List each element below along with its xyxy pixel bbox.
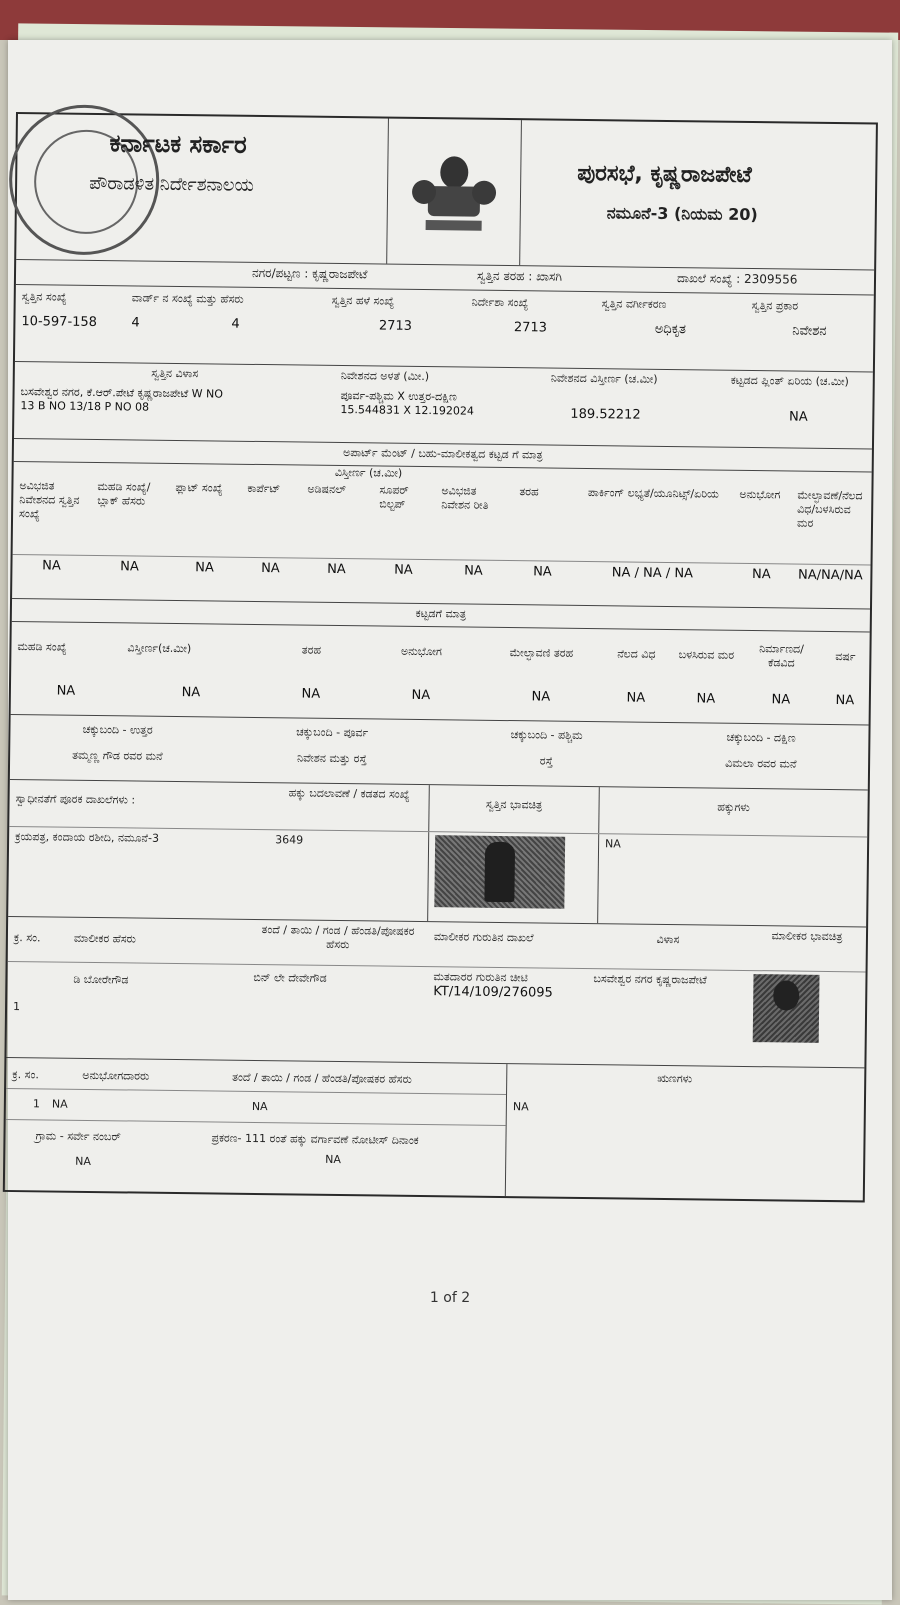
- owner-id-value: [426, 967, 587, 1064]
- plinth-header: ಕಟ್ಟಡದ ಪ್ಲಿಂತ್ ಏರಿಯ (ಚ.ಮೀ): [730, 373, 849, 389]
- dimension-measure: 15.544831 X 12.192024: [340, 402, 474, 418]
- apt-header-carpet: ಕಾರ್ಪೆಟ್: [247, 481, 281, 496]
- bld-value-year: NA: [835, 693, 855, 709]
- occupant-section: [5, 1058, 865, 1200]
- apt-value-flat-no: NA: [195, 560, 214, 576]
- form-3-certificate: [3, 112, 878, 1202]
- boundary-south-header: ಚಕ್ಕುಬಂದಿ - ದಕ್ಷಿಣ: [726, 730, 796, 745]
- boundary-east-header: ಚಕ್ಕುಬಂದಿ - ಪೂರ್ವ: [296, 725, 369, 740]
- apt-header-super-builtup: ಸೂಪರ್ ಬಿಲ್ಟಪ್: [379, 483, 409, 511]
- ward-header: ವಾರ್ಡ್ ನ ಸಂಖ್ಯೆ ಮತ್ತು ಹೆಸರು: [131, 291, 244, 306]
- form-number: ನಮೂನೆ-3 (ನಿಯಮ 20): [606, 203, 758, 225]
- building-title: ಕಟ್ಟಡಗೆ ಮಾತ್ರ: [415, 606, 467, 621]
- dir-no-header: ನಿರ್ದೇಶಾ ಸಂಖ್ಯೆ: [471, 295, 529, 310]
- old-no-header: ಸ್ವತ್ತಿನ ಹಳೆ ಸಂಖ್ಯೆ: [331, 293, 395, 308]
- apt-header-floor-block: ಮಹಡಿ ಸಂಖ್ಯೆ/ಬ್ಲಾಕ್ ಹೆಸರು: [97, 480, 151, 508]
- bld-header-floor-type: ನೆಲದ ವಿಧ: [617, 647, 656, 661]
- municipality-name: ಪುರಸಭೆ, ಕೃಷ್ಣರಾಜಪೇಟೆ: [577, 160, 752, 188]
- apt-header-undivided-no: ಅವಿಭಜಿತ ನಿವೇಶನದ ಸ್ವತ್ತಿನ ಸಂಖ್ಯೆ: [19, 479, 80, 521]
- boundary-west-value: ರಸ್ತೆ: [539, 754, 553, 768]
- apartment-area-group: ವಿಸ್ತೀರ್ಣ (ಚ.ಮೀ): [334, 465, 403, 480]
- transfer-value: 3649: [268, 830, 429, 921]
- header-right: [520, 120, 876, 269]
- owner-address-header: ವಿಳಾಸ: [656, 932, 680, 947]
- dimension-label: ಪೂರ್ವ-ಪಶ್ಚಿಮ X ಉತ್ತರ-ದಕ್ಷಿಣ: [340, 388, 457, 404]
- address-line-1: ಬಸವೇಶ್ವರ ನಗರ, ಕೆ.ಆರ್.ಪೇಟೆ ಕೃಷ್ಣರಾಜಪೇಟೆ W NO: [20, 385, 224, 401]
- address-line-2: 13 B NO 13/18 P NO 08: [20, 399, 150, 414]
- bld-header-built: ನಿರ್ಮಾಣದ/ ಕೆಡವಿದ: [759, 642, 804, 670]
- property-photo-image: [434, 835, 565, 909]
- boundary-south-value: ವಿಮಲಾ ರವರ ಮನೆ: [725, 756, 797, 771]
- apt-header-usage: ಅನುಭೋಗ: [739, 487, 781, 502]
- prop-kind-header: ಸ್ವತ್ತಿನ ಪ್ರಕಾರ: [751, 299, 799, 313]
- survey-value: NA: [75, 1154, 92, 1168]
- occupant-name-value: NA: [51, 1097, 68, 1111]
- owner-parent-header: ತಂದೆ / ತಾಯಿ / ಗಂಡ / ಹೆಂಡತಿ/ಪೋಷಕರ ಹೆಸರು: [261, 923, 415, 952]
- apt-value-usage: NA: [752, 567, 771, 583]
- site-area-value: 189.52212: [570, 406, 641, 423]
- occupant-parent-value: NA: [251, 1099, 268, 1114]
- classification-header: ಸ್ವತ್ತಿನ ವರ್ಗೀಕರಣ: [601, 297, 667, 311]
- building-table: [11, 622, 870, 725]
- ward-no-value: 4: [131, 315, 140, 331]
- owner-serial-header: ಕ್ರ. ಸಂ.: [13, 931, 41, 945]
- occupant-parent-header: ತಂದೆ / ತಾಯಿ / ಗಂಡ / ಹೆಂಡತಿ/ಪೋಷಕರ ಹೆಸರು: [232, 1070, 412, 1086]
- property-photo: [428, 832, 599, 923]
- plinth-value: NA: [788, 409, 808, 425]
- survey-label: ಗ್ರಾಮ - ಸರ್ವೇ ನಂಬರ್: [35, 1129, 121, 1144]
- apt-header-parking: ಪಾರ್ಕಿಂಗ್ ಲಭ್ಯತೆ/ಯೂನಿಟ್ಸ್/ಏರಿಯ: [587, 486, 719, 501]
- apt-value-undivided-no: NA: [42, 558, 61, 574]
- rights-value: NA: [605, 837, 621, 851]
- documents-value: ಕ್ರಯಪತ್ರ, ಕಂದಾಯ ರಶೀದಿ, ನಮೂನೆ-3: [15, 830, 160, 845]
- boundary-north-header: ಚಕ್ಕುಬಂದಿ - ಉತ್ತರ: [82, 722, 153, 737]
- apt-value-floor-block: NA: [120, 559, 139, 575]
- site-area-header: ನಿವೇಶನದ ವಿಸ್ತೀರ್ಣ (ಚ.ಮೀ): [550, 371, 658, 386]
- owner-id-header: ಮಾಲೀಕರ ಗುರುತಿನ ದಾಖಲೆ: [433, 930, 534, 945]
- apt-value-kind: NA: [533, 564, 552, 580]
- apt-header-flat-no: ಫ್ಲಾಟ್ ಸಂಖ್ಯೆ: [175, 480, 223, 495]
- apartment-title: ಅಪಾರ್ಟ್ ಮೆಂಟ್ / ಬಹು-ಮಾಲೀಕತ್ವದ ಕಟ್ಟಡ ಗೆ ಮಾತ್ರ: [342, 446, 543, 462]
- bld-value-floor-type: NA: [626, 690, 646, 706]
- owner-id-number: KT/14/109/276095: [433, 984, 553, 1001]
- apt-value-roof: NA/NA/NA: [797, 567, 863, 584]
- address-value: [14, 382, 334, 422]
- header-row: [16, 114, 876, 270]
- bld-value-area: NA: [181, 685, 201, 701]
- prop-kind-value: ನಿವೇಶನ: [792, 323, 827, 339]
- entry-number-label: ದಾಖಲೆ ಸಂಖ್ಯೆ : 2309556: [676, 271, 798, 287]
- notice-date-label: ಪ್ರಕರಣ- 111 ರಂತೆ ಹಕ್ಕು ವರ್ಗಾವಣೆ ನೋಟೀಸ್ ದಿನಾಂಕ: [211, 1131, 419, 1147]
- occupant-name-header: ಅನುಭೋಗದಾರರು: [82, 1068, 150, 1083]
- boundary-north-value: ತಮ್ಮಣ್ಣ ಗೌಡ ರವರ ಮನೆ: [72, 748, 163, 763]
- owner-photo: [746, 971, 865, 1067]
- page-counter: 1 of 2: [429, 1290, 471, 1306]
- classification-value: ಅಧಿಕೃತ: [654, 321, 687, 338]
- address-row: [14, 362, 873, 449]
- dimension-value: [334, 386, 564, 425]
- apt-value-undivided-type: NA: [464, 563, 483, 579]
- boundary-east-value: ನಿವೇಶನ ಮತ್ತು ರಸ್ತೆ: [296, 751, 367, 766]
- property-photo-header: ಸ್ವತ್ತಿನ ಭಾವಚಿತ್ರ: [429, 785, 600, 833]
- bld-header-usage: ಅನುಭೋಗ: [400, 644, 442, 659]
- bld-header-roof: ಮೇಲ್ಛಾವಣಿ ತರಹ: [509, 646, 574, 660]
- dir-no-value: 2713: [513, 320, 548, 336]
- bld-value-wood: NA: [696, 691, 716, 707]
- apt-value-carpet: NA: [261, 561, 280, 577]
- property-number-row: [15, 285, 874, 372]
- address-header: ಸ್ವತ್ತಿನ ವಿಳಾಸ: [151, 366, 199, 381]
- owner-address-value: ಬಸವೇಶ್ವರ ನಗರ ಕೃಷ್ಣರಾಜಪೇಟೆ: [593, 972, 707, 987]
- bld-value-built: NA: [771, 692, 791, 708]
- transfer-header: ಹಕ್ಕು ಬದಲಾವಣೆ / ಕಡತದ ಸಂಖ್ಯೆ: [269, 783, 430, 831]
- town-label: ನಗರ/ಪಟ್ಟಣ : ಕೃಷ್ಣರಾಜಪೇಟೆ: [251, 265, 368, 282]
- apt-value-super-builtup: NA: [394, 562, 413, 578]
- bld-value-roof: NA: [531, 689, 551, 705]
- owner-table: [6, 917, 866, 1068]
- old-no-value: 2713: [378, 318, 413, 334]
- bld-value-usage: NA: [411, 687, 431, 704]
- bld-header-kind: ತರಹ: [301, 643, 322, 657]
- owner-serial-value: 1: [12, 1000, 21, 1014]
- apt-header-undivided-type: ಅವಿಭಜಿತ ನಿವೇಶನ ರೀತಿ: [441, 484, 489, 512]
- bld-value-floor-no: NA: [56, 683, 76, 699]
- state-emblem-icon: [387, 119, 522, 266]
- bld-header-floor-no: ಮಹಡಿ ಸಂಖ್ಯೆ: [17, 640, 67, 654]
- documents-table: [8, 780, 868, 927]
- owner-parent-value: ಬಿನ್ ಲೇ ದೇವೇಗೌಡ: [253, 970, 327, 985]
- apt-header-roof: ಮೇಲ್ಛಾವಣೆ/ನೆಲದ ವಿಧ/ಬಳಸಿರುವ ಮರ: [796, 488, 863, 530]
- owner-name-value: ಡಿ ಬೋರೇಗೌಡ: [73, 972, 129, 987]
- boundary-west-header: ಚಕ್ಕುಬಂದಿ - ಪಶ್ಚಿಮ: [510, 728, 583, 742]
- property-type-label: ಸ್ವತ್ತಿನ ತರಹ : ಖಾಸಗಿ: [476, 268, 563, 284]
- rights-header: ಹಕ್ಕುಗಳು: [717, 800, 750, 815]
- owner-photo-image: [753, 974, 820, 1043]
- apartment-table: [12, 462, 872, 609]
- dimension-header: ನಿವೇಶನದ ಅಳತೆ (ಮೀ.): [340, 368, 430, 384]
- prop-no-value: 10-597-158: [21, 314, 98, 331]
- documents-header: ಸ್ವಾಧೀನತೆಗೆ ಪೂರಕ ದಾಖಲೆಗಳು :: [15, 792, 136, 807]
- apt-header-kind: ತರಹ: [519, 485, 539, 499]
- owner-id-type: ಮತದಾರರ ಗುರುತಿನ ಚೀಟಿ: [433, 970, 528, 985]
- header-left: [16, 114, 389, 264]
- owner-name-header: ಮಾಲೀಕರ ಹೆಸರು: [73, 931, 137, 946]
- loans-value: NA: [512, 1100, 529, 1114]
- occupant-serial-value: 1: [32, 1097, 40, 1111]
- apt-value-additional: NA: [327, 561, 346, 578]
- apt-header-additional: ಅಡಿಷನಲ್: [307, 482, 346, 497]
- bld-header-area: ವಿಸ್ತೀರ್ಣ(ಚ.ಮೀ): [127, 641, 192, 656]
- notice-date-value: NA: [325, 1152, 342, 1167]
- government-title: ಕರ್ನಾಟಕ ಸರ್ಕಾರ: [109, 129, 247, 159]
- ward-name-value: 4: [231, 316, 240, 332]
- occupant-serial-header: ಕ್ರ. ಸಂ.: [12, 1068, 39, 1082]
- owner-photo-header: ಮಾಲೀಕರ ಭಾವಚಿತ್ರ: [771, 929, 843, 944]
- bld-header-year: ವರ್ಷ: [835, 650, 856, 664]
- boundaries-table: [10, 715, 869, 790]
- loans-header: ಋಣಗಳು: [657, 1071, 693, 1086]
- department-title: ಪೌರಾಡಳಿತ ನಿರ್ದೇಶನಾಲಯ: [89, 172, 254, 196]
- bld-header-wood: ಬಳಸಿರುವ ಮರ: [678, 648, 735, 662]
- prop-no-header: ಸ್ವತ್ತಿನ ಸಂಖ್ಯೆ: [21, 290, 67, 304]
- apt-value-parking: NA / NA / NA: [611, 565, 694, 582]
- bld-value-kind: NA: [301, 686, 321, 702]
